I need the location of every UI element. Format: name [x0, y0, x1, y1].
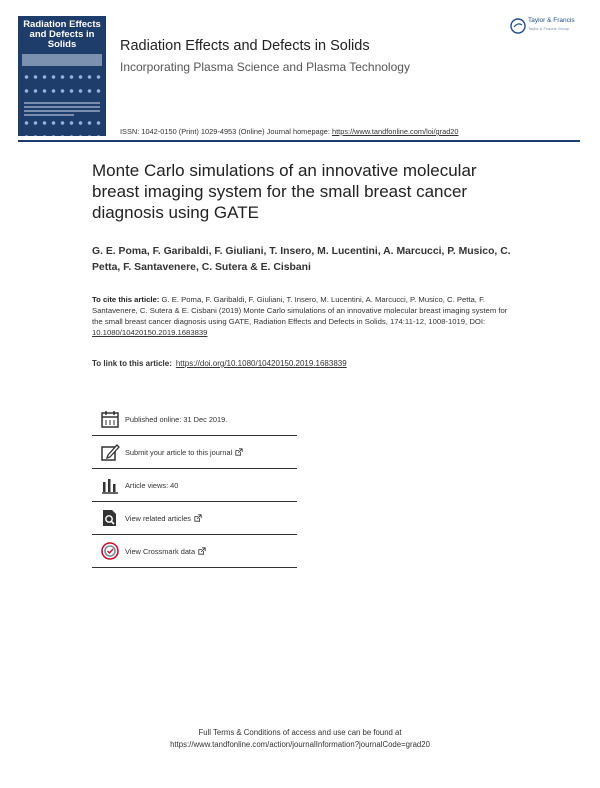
publisher-name — [528, 17, 575, 33]
footer-terms-text: Full Terms & Conditions of access and use can be found at — [198, 728, 402, 737]
journal-homepage-link[interactable]: https://www.tandfonline.com/loi/grad20 — [332, 127, 459, 136]
article-doi-link[interactable]: https://doi.org/10.1080/10420150.2019.1683839 — [175, 359, 347, 368]
issn-text: ISSN: 1042-0150 (Print) 1029-4953 (Online) Journal homepage: — [120, 127, 332, 136]
cover-text-line — [24, 102, 100, 104]
footer-terms-link[interactable]: https://www.tandfonline.com/action/journalInformation?journalCode=grad20 — [170, 740, 430, 749]
external-link-icon — [198, 547, 206, 555]
header-divider — [18, 140, 580, 142]
cover-dots — [22, 88, 102, 94]
publisher-logo[interactable] — [510, 16, 582, 38]
journal-title[interactable]: Radiation Effects and Defects in Solids — [120, 38, 370, 54]
publisher-tagline: Taylor & Francis Group — [528, 26, 569, 31]
cover-text-line — [24, 114, 74, 116]
cover-text-line — [24, 110, 100, 112]
cite-label: To cite this article: — [92, 295, 160, 304]
edit-icon — [100, 442, 120, 462]
article-views-row — [92, 469, 297, 502]
external-link-icon — [194, 514, 202, 522]
submit-article-label[interactable]: Submit your article to this journal — [125, 447, 233, 457]
cover-dots — [22, 74, 102, 80]
cite-text: G. E. Poma, F. Garibaldi, F. Giuliani, T. Insero, M. Lucentini, A. Marcucci, P. Musico, C. Petta, F. Santavenere, C. Sutera & E. Cisbani (2019) Monte Carlo simulations of an innovative molecular breast imaging system for the small breast cancer diagnosis using GATE, Radiation Effects and Defects in Solids, 174:11-12, 1008-1019, DOI: — [92, 295, 508, 326]
publisher-name-text: Taylor & Francis — [528, 17, 575, 24]
cover-dots — [22, 120, 102, 126]
crossmark-link[interactable] — [92, 535, 297, 568]
cover-dots — [22, 134, 102, 136]
cover-title: Radiation Effects and Defects in Solids — [23, 19, 101, 50]
publisher-logo-icon — [510, 18, 526, 34]
journal-cover-image — [18, 16, 106, 136]
published-online-label: Published online: 31 Dec 2019. — [125, 414, 228, 424]
related-articles-icon — [100, 508, 120, 528]
article-views-label: Article views: 40 — [125, 480, 179, 490]
issn-line — [120, 127, 459, 136]
citation-block — [92, 294, 510, 338]
related-articles-link[interactable] — [92, 502, 297, 535]
crossmark-label[interactable]: View Crossmark data — [125, 546, 196, 556]
related-articles-label[interactable]: View related articles — [125, 513, 191, 523]
article-link-line — [92, 359, 347, 368]
cover-text-line — [24, 106, 100, 108]
calendar-icon — [100, 409, 120, 429]
crossmark-icon — [100, 541, 120, 561]
footer — [0, 727, 600, 751]
external-link-icon — [235, 448, 243, 456]
published-online-row — [92, 403, 297, 436]
journal-subtitle: Incorporating Plasma Science and Plasma Technology — [120, 60, 410, 74]
cite-doi-link[interactable]: 10.1080/10420150.2019.1683839 — [92, 328, 208, 337]
submit-article-link[interactable] — [92, 436, 297, 469]
link-label: To link to this article: — [92, 359, 172, 368]
bar-chart-icon — [100, 475, 120, 495]
article-title: Monte Carlo simulations of an innovative molecular breast imaging system for the small breast cancer diagnosis using GATE — [92, 161, 477, 222]
article-actions-list — [92, 403, 297, 568]
article-authors: G. E. Poma, F. Garibaldi, F. Giuliani, T. Insero, M. Lucentini, A. Marcucci, P. Musico, C. Petta, F. Santavenere, C. Sutera & E. Cisbani — [92, 246, 511, 273]
cover-subtitle-band — [22, 54, 102, 66]
